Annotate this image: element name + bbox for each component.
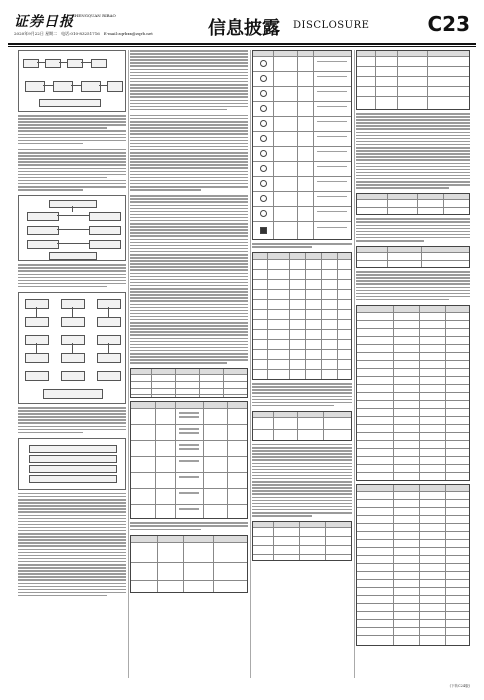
section-title-en: DISCLOSURE (293, 20, 370, 31)
symbol-icon (260, 210, 267, 217)
dateline: 2020年9月22日 星期二 电话:010-83251716 E-mail:zqrbxx@zqrb.net (14, 31, 153, 36)
symbol-icon (260, 90, 267, 97)
data-table-col4-top (356, 50, 470, 110)
body-text (252, 243, 352, 248)
process-figure-3 (18, 438, 126, 490)
page-number: C23 (427, 12, 470, 36)
column-3 (252, 50, 352, 561)
body-text (252, 444, 352, 517)
continuation-note: (下转C24版) (449, 684, 470, 688)
page-header (8, 10, 476, 42)
body-text (18, 115, 126, 191)
data-table-col3 (252, 252, 352, 380)
symbol-icon (260, 120, 267, 127)
symbol-icon (260, 165, 267, 172)
header-rule-thin (8, 46, 476, 47)
column-divider (250, 50, 251, 678)
icon-table (252, 50, 352, 240)
body-text (18, 264, 126, 287)
process-figure-1 (18, 50, 126, 112)
column-divider (354, 50, 355, 678)
symbol-icon (260, 135, 267, 142)
financial-table-2 (356, 484, 470, 646)
symbol-icon (260, 227, 267, 234)
column-4 (356, 50, 470, 646)
column-divider (128, 50, 129, 678)
data-table-small (130, 368, 248, 398)
body-text (18, 493, 126, 597)
body-text (18, 407, 126, 433)
data-table-col3-small (252, 411, 352, 441)
body-text (252, 383, 352, 406)
masthead-logo: 证券日报 (14, 14, 74, 30)
body-text (356, 113, 470, 189)
column-2 (130, 50, 248, 593)
section-title: 信息披露 (208, 18, 280, 39)
symbol-icon (260, 75, 267, 82)
data-table-col4-small (356, 193, 470, 215)
flowchart-figure (18, 195, 126, 261)
data-table-main (130, 401, 248, 519)
symbol-icon (260, 195, 267, 202)
masthead-subtitle: ZHENGQUAN RIBAO (72, 13, 116, 18)
body-text (356, 271, 470, 300)
data-table-col3-bottom (252, 521, 352, 561)
column-1 (18, 50, 126, 598)
header-rule (8, 43, 476, 45)
process-flow-figure-2 (18, 292, 126, 404)
data-table-col4-mid (356, 246, 470, 268)
symbol-icon (260, 180, 267, 187)
body-text (130, 522, 248, 530)
symbol-icon (260, 60, 267, 67)
body-text (130, 50, 248, 364)
symbol-icon (260, 105, 267, 112)
symbol-icon (260, 150, 267, 157)
body-text (356, 218, 470, 241)
data-table-bottom (130, 535, 248, 593)
financial-table-1 (356, 305, 470, 481)
